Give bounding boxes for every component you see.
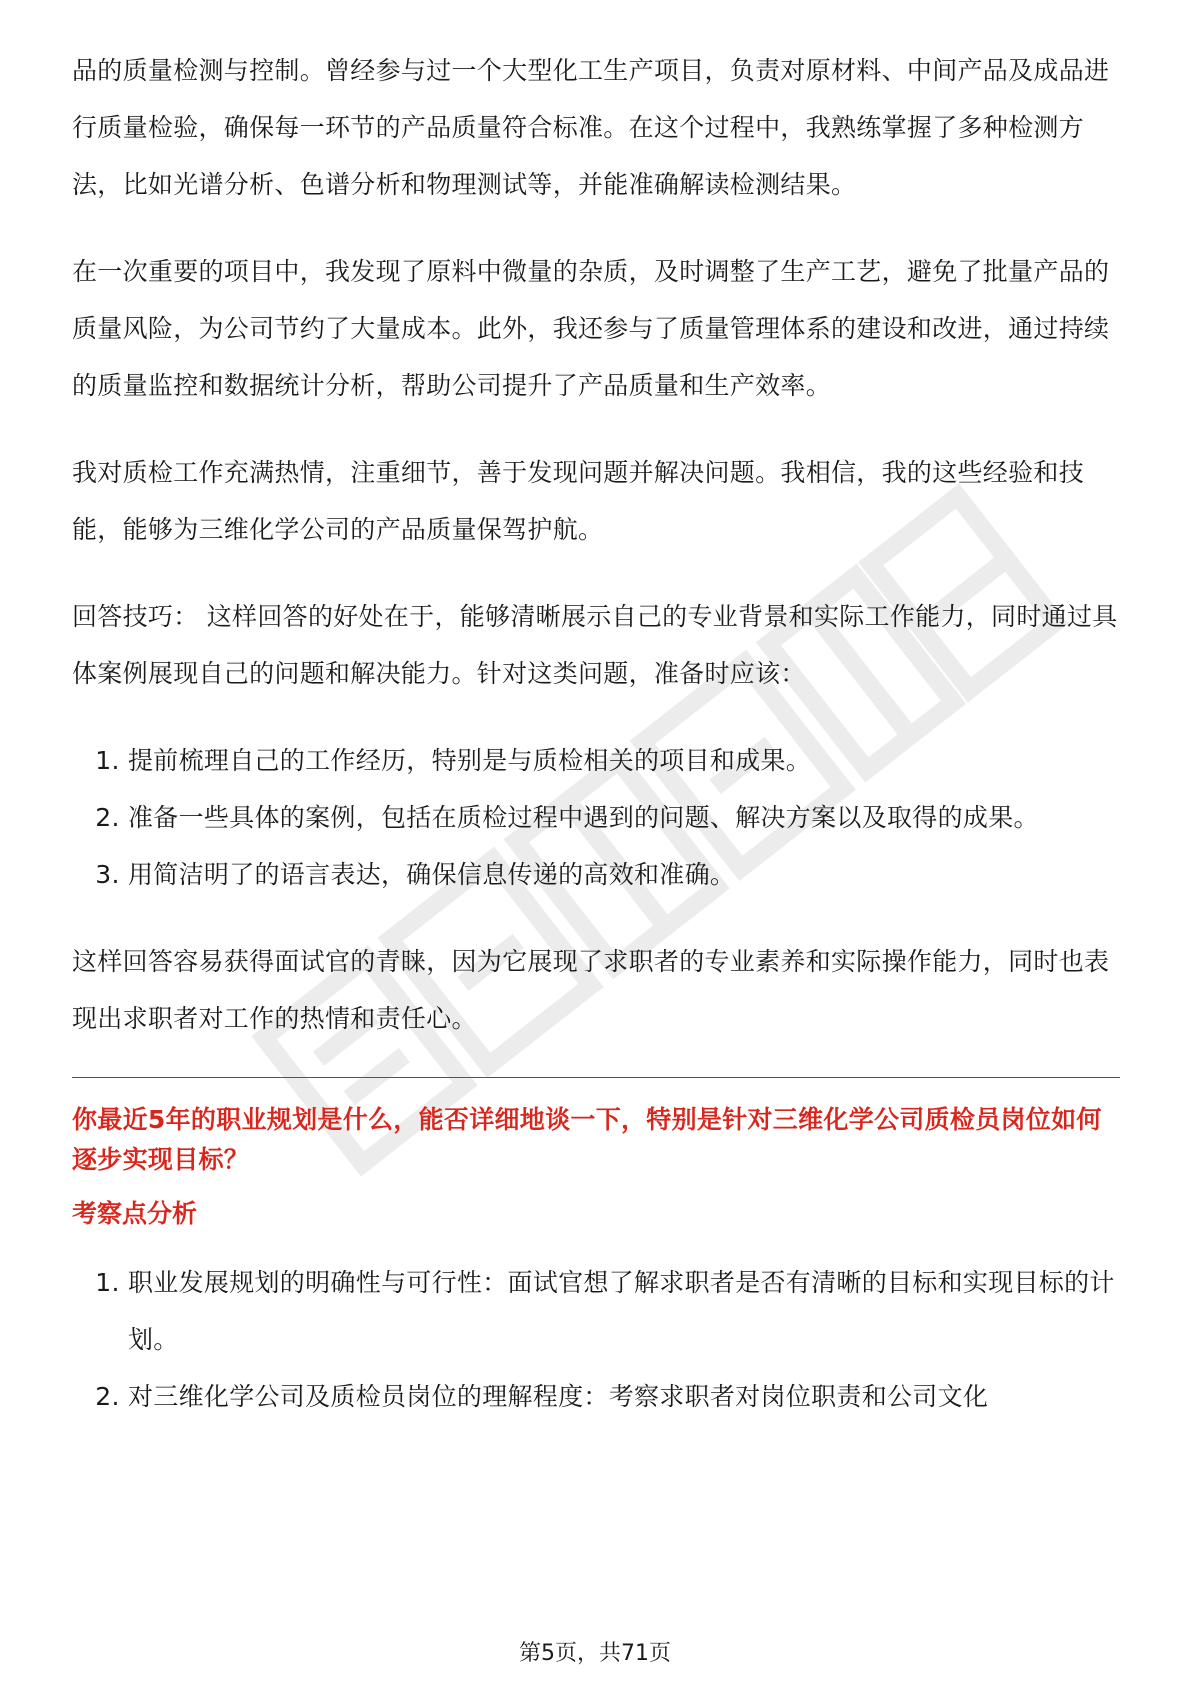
list-item: 1. 职业发展规划的明确性与可行性：面试官想了解求职者是否有清晰的目标和实现目标的计划。 [128,1254,1122,1368]
answer-paragraph-3: 我对质检工作充满热情，注重细节，善于发现问题并解决问题。我相信，我的这些经验和技能，能够为三维化学公司的产品质量保驾护航。 [72,458,1085,544]
list-item: 3. 用简洁明了的语言表达，确保信息传递的高效和准确。 [128,846,1122,903]
answer-tips-intro: 回答技巧： 这样回答的好处在于，能够清晰展示自己的专业背景和实际工作能力，同时通过具体案例展现自己的问题和解决能力。针对这类问题，准备时应该： [72,602,1118,688]
main-content [72,42,1122,1455]
answer-paragraph-1: 品的质量检测与控制。曾经参与过一个大型化工生产项目，负责对原材料、中间产品及成品进行质量检验，确保每一环节的产品质量符合标准。在这个过程中，我熟练掌握了多种检测方法，比如光谱分析、色谱分析和物理测试等，并能准确解读检测结果。 [72,56,1110,199]
analysis-title: 考察点分析 [72,1199,198,1228]
question-heading: 你最近5年的职业规划是什么，能否详细地谈一下，特别是针对三维化学公司质检员岗位如何逐步实现目标？ [72,1105,1102,1174]
section-divider [72,1077,1120,1078]
list-item: 2. 对三维化学公司及质检员岗位的理解程度：考察求职者对岗位职责和公司文化 [128,1368,1122,1425]
page-footer: 第5页，共71页 [519,1641,671,1666]
analysis-list [72,1254,1122,1425]
closing-paragraph: 这样回答容易获得面试官的青睐，因为它展现了求职者的专业素养和实际操作能力，同时也表现出求职者对工作的热情和责任心。 [72,947,1110,1033]
list-item: 1. 提前梳理自己的工作经历，特别是与质检相关的项目和成果。 [128,732,1122,789]
tips-list [72,732,1122,903]
list-item: 2. 准备一些具体的案例，包括在质检过程中遇到的问题、解决方案以及取得的成果。 [128,789,1122,846]
answer-paragraph-2: 在一次重要的项目中，我发现了原料中微量的杂质，及时调整了生产工艺，避免了批量产品的质量风险，为公司节约了大量成本。此外，我还参与了质量管理体系的建设和改进，通过持续的质量监控和数据统计分析，帮助公司提升了产品质量和生产效率。 [72,257,1110,400]
